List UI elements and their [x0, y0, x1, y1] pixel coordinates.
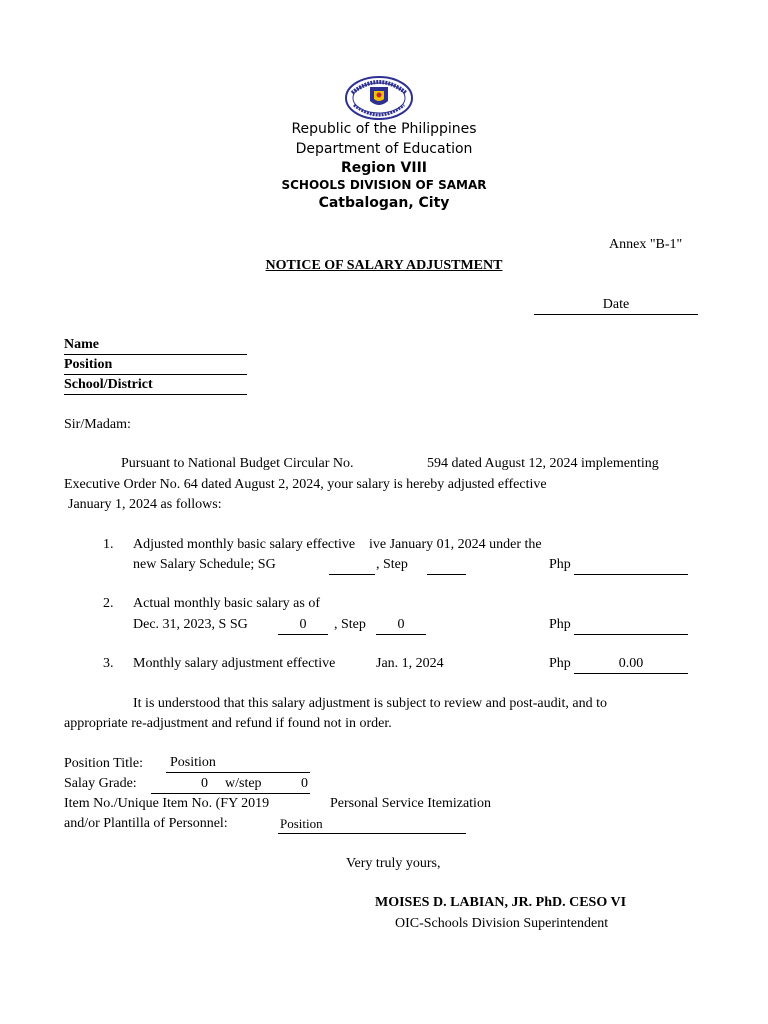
intro-line1b: 594 dated August 12, 2024 implementing	[427, 456, 659, 471]
intro-line1a: Pursuant to National Budget Circular No.	[121, 456, 354, 471]
item-no-label: Item No./Unique Item No. (FY 2019	[64, 796, 270, 811]
deped-seal-logo	[344, 75, 414, 121]
item3-php-label: Php	[549, 656, 571, 671]
item-no-suffix: Personal Service Itemization	[330, 796, 491, 811]
plantilla-label: and/or Plantilla of Personnel:	[64, 816, 228, 831]
salutation: Sir/Madam:	[64, 417, 131, 432]
item1-line1: Adjusted monthly basic salary effective	[133, 537, 356, 552]
date-label: Date	[602, 297, 630, 312]
item3-php-field[interactable]: 0.00	[574, 655, 688, 674]
name-field[interactable]	[64, 336, 247, 355]
date-field[interactable]	[534, 296, 698, 315]
item1-step-field[interactable]	[427, 556, 466, 575]
closing: Very truly yours,	[346, 856, 441, 871]
position-title-label: Position Title:	[64, 756, 143, 771]
item2-sg-field[interactable]: 0	[278, 616, 328, 635]
understood-line1: It is understood that this salary adjustment is subject to review and post-audit, and to	[133, 696, 607, 711]
position-field[interactable]	[64, 356, 247, 375]
name-label: Name	[64, 337, 99, 352]
position-title-value: Position	[170, 755, 216, 770]
item2-line2: Dec. 31, 2023, S SG	[133, 617, 248, 632]
item2-step-field[interactable]: 0	[376, 616, 426, 635]
header-region: Region VIII	[340, 160, 428, 176]
item1-line2: new Salary Schedule; SG	[133, 557, 276, 572]
item1-step-label: , Step	[376, 557, 408, 572]
plantilla-value: Position	[280, 816, 323, 831]
header-division: SCHOOLS DIVISION OF SAMAR	[281, 178, 487, 192]
school-district-field[interactable]	[64, 376, 247, 395]
header-department: Department of Education	[295, 141, 473, 157]
item3-label: Monthly salary adjustment effective	[133, 656, 336, 671]
item2-line1: Actual monthly basic salary as of	[133, 596, 321, 611]
salary-grade-field[interactable]	[151, 775, 310, 794]
understood-line2: appropriate re-adjustment and refund if found not in order.	[64, 716, 392, 731]
item2-php-field[interactable]	[574, 616, 688, 635]
item2-number: 2.	[103, 596, 114, 611]
item1-php-label: Php	[549, 557, 571, 572]
wstep-label: w/step	[225, 776, 262, 791]
intro-line3: January 1, 2024 as follows:	[68, 497, 222, 512]
item1-number: 1.	[103, 537, 114, 552]
document-title: NOTICE OF SALARY ADJUSTMENT	[265, 258, 503, 273]
position-title-field[interactable]	[166, 754, 310, 773]
intro-line2: Executive Order No. 64 dated August 2, 2024, your salary is hereby adjusted effective	[64, 477, 547, 492]
plantilla-field[interactable]	[278, 815, 466, 834]
header-country: Republic of the Philippines	[291, 121, 477, 137]
item2-step-label: , Step	[334, 617, 366, 632]
wstep-value: 0	[301, 776, 308, 791]
item3-number: 3.	[103, 656, 114, 671]
salary-grade-label: Salay Grade:	[64, 776, 137, 791]
item2-php-label: Php	[549, 617, 571, 632]
salary-grade-value: 0	[201, 776, 208, 791]
item1-php-field[interactable]	[574, 556, 688, 575]
signatory-name: MOISES D. LABIAN, JR. PhD. CESO VI	[375, 895, 627, 910]
annex-label: Annex "B-1"	[609, 237, 683, 252]
header-city: Catbalogan, City	[318, 195, 450, 211]
item1-sg-field[interactable]	[329, 556, 375, 575]
item3-date: Jan. 1, 2024	[376, 656, 444, 671]
position-label: Position	[64, 357, 113, 372]
item1-line1b: ive January 01, 2024 under the	[369, 537, 542, 552]
school-district-label: School/District	[64, 377, 153, 392]
signatory-title: OIC-Schools Division Superintendent	[395, 916, 609, 931]
